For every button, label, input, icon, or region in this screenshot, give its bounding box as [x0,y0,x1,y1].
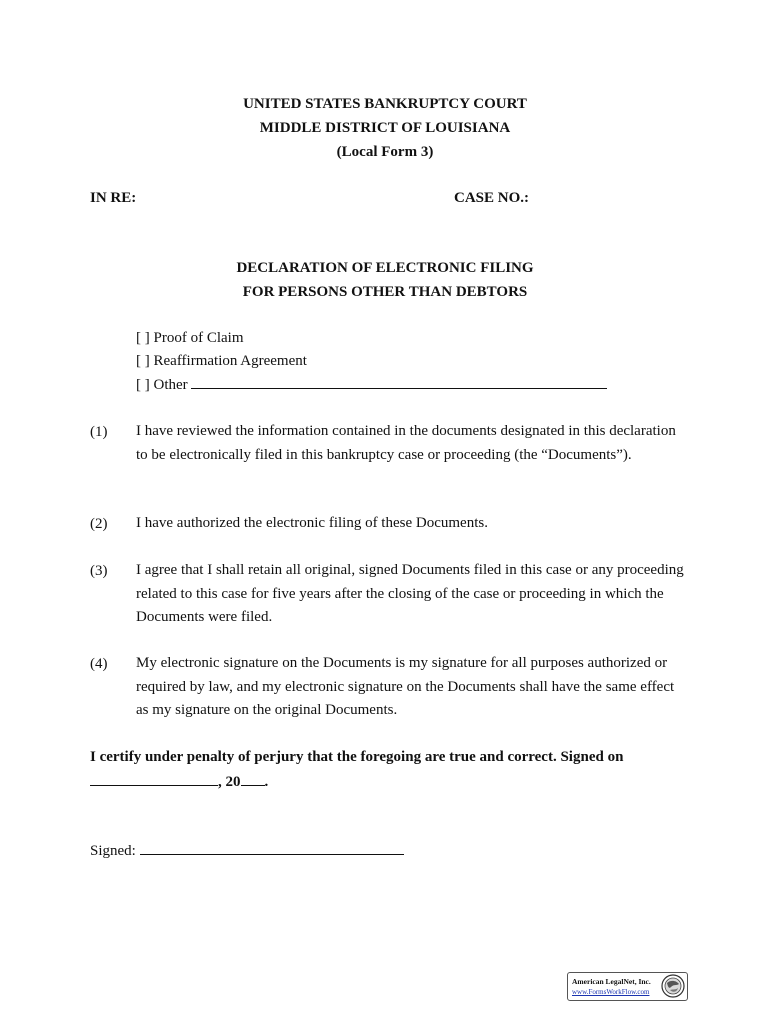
checkbox-bracket[interactable]: [ ] [136,330,150,346]
paragraph-number: (3) [90,563,108,579]
certification-date-line [90,773,268,791]
option-other[interactable] [136,376,607,394]
date-blank-line[interactable] [90,773,218,786]
other-blank-line[interactable] [191,376,607,389]
year-blank-line[interactable] [241,773,265,786]
court-district: MIDDLE DISTRICT OF LOUISIANA [259,120,511,136]
paragraph-text: My electronic signature on the Documents is my signature for all purposes authorized or required by law, and my electronic signature on the Documents shall have the same effect as my signature on the original Documents. [136,655,675,718]
signature-line [90,842,404,860]
paragraph-text: I have authorized the electronic filing of these Documents. [136,515,488,531]
paragraph-number: (2) [90,516,108,532]
paragraph-number: (1) [90,424,108,440]
document-subtitle: FOR PERSONS OTHER THAN DEBTORS [242,284,528,300]
option-reaffirmation-agreement[interactable] [136,353,307,370]
certification-statement: I certify under penalty of perjury that the foregoing are true and correct. Signed on [90,749,624,765]
checkbox-bracket[interactable]: [ ] [136,377,150,393]
option-label: Other [153,377,188,393]
signature-label: Signed: [90,843,136,859]
checkbox-bracket[interactable]: [ ] [136,353,150,369]
paragraph-text: I have reviewed the information contained in the documents designated in this declaration to be electronically filed in this bankruptcy case or proceeding (the “Documents”). [136,423,676,463]
option-proof-of-claim[interactable] [136,330,244,347]
in-re-label: IN RE: [90,190,137,206]
year-prefix: , 20 [218,774,241,790]
footer-url-link[interactable]: www.FormsWorkFlow.com [572,988,650,996]
paragraph-text: I agree that I shall retain all original, signed Documents filed in this case or any proceeding related to this case for five years after the closing of the case or proceeding in which the Documents were filed. [136,562,684,625]
globe-logo-icon [661,974,685,998]
paragraph-number: (4) [90,656,108,672]
form-number: (Local Form 3) [336,144,434,160]
year-suffix: . [264,774,269,790]
option-label: Reaffirmation Agreement [153,353,307,369]
signature-blank-line[interactable] [140,842,404,855]
document-title: DECLARATION OF ELECTRONIC FILING [236,260,534,276]
footer-company: American LegalNet, Inc. [572,977,651,986]
case-no-label: CASE NO.: [454,190,530,206]
option-label: Proof of Claim [153,330,244,346]
court-name: UNITED STATES BANKRUPTCY COURT [243,96,527,112]
footer-badge [567,972,688,1001]
